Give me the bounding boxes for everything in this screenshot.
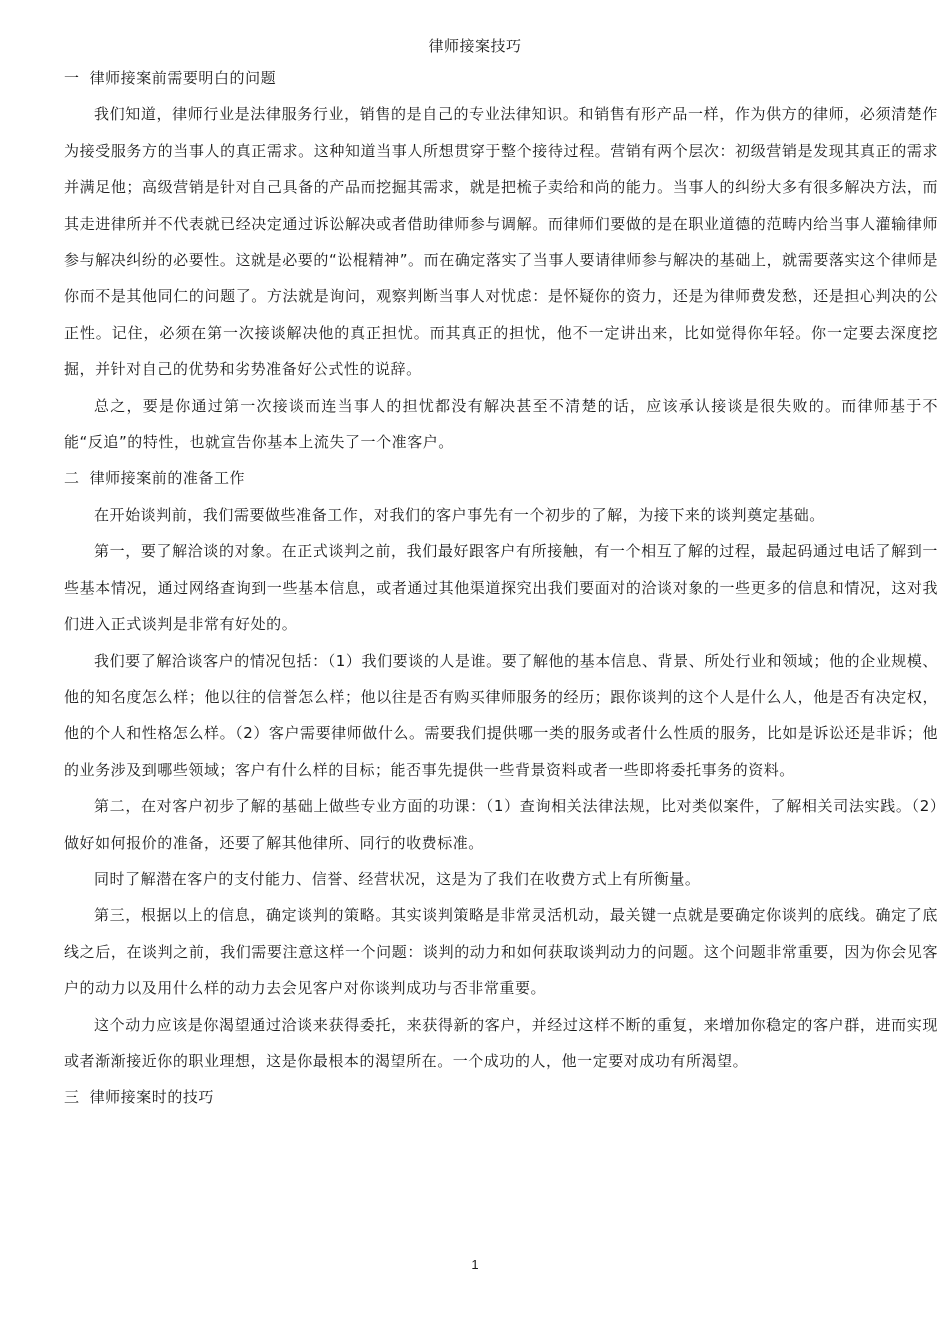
section-heading-text: 律师接案前需要明白的问题 [89, 69, 277, 87]
document-body [64, 60, 938, 1116]
section-number: 一 [64, 69, 80, 87]
section-heading-text: 律师接案前的准备工作 [89, 469, 246, 488]
paragraph: 第一，要了解洽谈的对象。在正式谈判之前，我们最好跟客户有所接触，有一个相互了解的过程，最起码通过电话了解到一些基本情况，通过网络查询到一些基本信息，或者通过其他渠道探究出我们要面对的洽谈对象的一些更多的信息和情况，这对我们进入正式谈判是非常有好处的。 [64, 542, 938, 634]
section-heading-2 [64, 460, 938, 496]
paragraph: 总之，要是你通过第一次接谈而连当事人的担忧都没有解决甚至不清楚的话，应该承认接谈是很失败的。而律师基于不能“反追”的特性，也就宣告你基本上流失了一个准客户。 [64, 396, 938, 452]
section-number: 三 [64, 1088, 80, 1107]
paragraph: 我们知道，律师行业是法律服务行业，销售的是自己的专业法律知识。和销售有形产品一样，作为供方的律师，必须清楚作为接受服务方的当事人的真正需求。这种知道当事人所想贯穿于整个接待过程。营销有两个层次：初级营销是发现其真正的需求并满足他；高级营销是针对自己具备的产品而挖掘其需求，就是把梳子卖给和尚的能力。当事人的纠纷大多有很多解决方法，而其走进律所并不代表就已经决定通过诉讼解决或者借助律师参与调解。而律师们要做的是在职业道德的范畴内给当事人灌输律师参与解决纠纷的必要性。这就是必要的“讼棍精神”。而在确定落实了当事人要请律师参与解决的基础上，就需要落实这个律师是你而不是其他同仁的问题了。方法就是询问，观察判断当事人对忧虑：是怀疑你的资力，还是为律师费发愁，还是担心判决的公正性。记住，必须在第一次接谈解决他的真正担忧。而其真正的担忧，他不一定讲出来，比如觉得你年轻。你一定要去深度挖掘，并针对自己的优势和劣势准备好公式性的说辞。 [64, 105, 938, 379]
page-number: 1 [471, 1257, 479, 1272]
paragraph: 第三，根据以上的信息，确定谈判的策略。其实谈判策略是非常灵活机动，最关键一点就是要确定你谈判的底线。确定了底线之后，在谈判之前，我们需要注意这样一个问题：谈判的动力和如何获取谈判动力的问题。这个问题非常重要，因为你会见客户的动力以及用什么样的动力去会见客户对你谈判成功与否非常重要。 [64, 906, 938, 998]
section-heading-text: 律师接案时的技巧 [89, 1088, 214, 1107]
section-heading-3 [64, 1079, 938, 1115]
paragraph: 我们要了解洽谈客户的情况包括：（1）我们要谈的人是谁。要了解他的基本信息、背景、所处行业和领域；他的企业规模、他的知名度怎么样；他以往的信誉怎么样；他以往是否有购买律师服务的经历；跟你谈判的这个人是什么人，他是否有决定权，他的个人和性格怎么样。（2）客户需要律师做什么。需要我们提供哪一类的服务或者什么性质的服务，比如是诉讼还是非诉；他的业务涉及到哪些领域；客户有什么样的目标；能否事先提供一些背景资料或者一些即将委托事务的资料。 [64, 651, 938, 779]
paragraph: 在开始谈判前，我们需要做些准备工作，对我们的客户事先有一个初步的了解，为接下来的谈判奠定基础。 [94, 505, 825, 524]
document-title: 律师接案技巧 [428, 37, 522, 55]
section-heading-1 [64, 60, 938, 96]
paragraph: 同时了解潜在客户的支付能力、信誉、经营状况，这是为了我们在收费方式上有所衡量。 [94, 869, 701, 888]
section-number: 二 [64, 469, 80, 488]
paragraph: 这个动力应该是你渴望通过洽谈来获得委托，来获得新的客户，并经过这样不断的重复，来增加你稳定的客户群，进而实现或者渐渐接近你的职业理想，这是你最根本的渴望所在。一个成功的人，他一定要对成功有所渴望。 [64, 1015, 938, 1070]
paragraph: 第二，在对客户初步了解的基础上做些专业方面的功课：（1）查询相关法律法规，比对类似案件，了解相关司法实践。（2）做好如何报价的准备，还要了解其他律所、同行的收费标准。 [64, 797, 938, 852]
